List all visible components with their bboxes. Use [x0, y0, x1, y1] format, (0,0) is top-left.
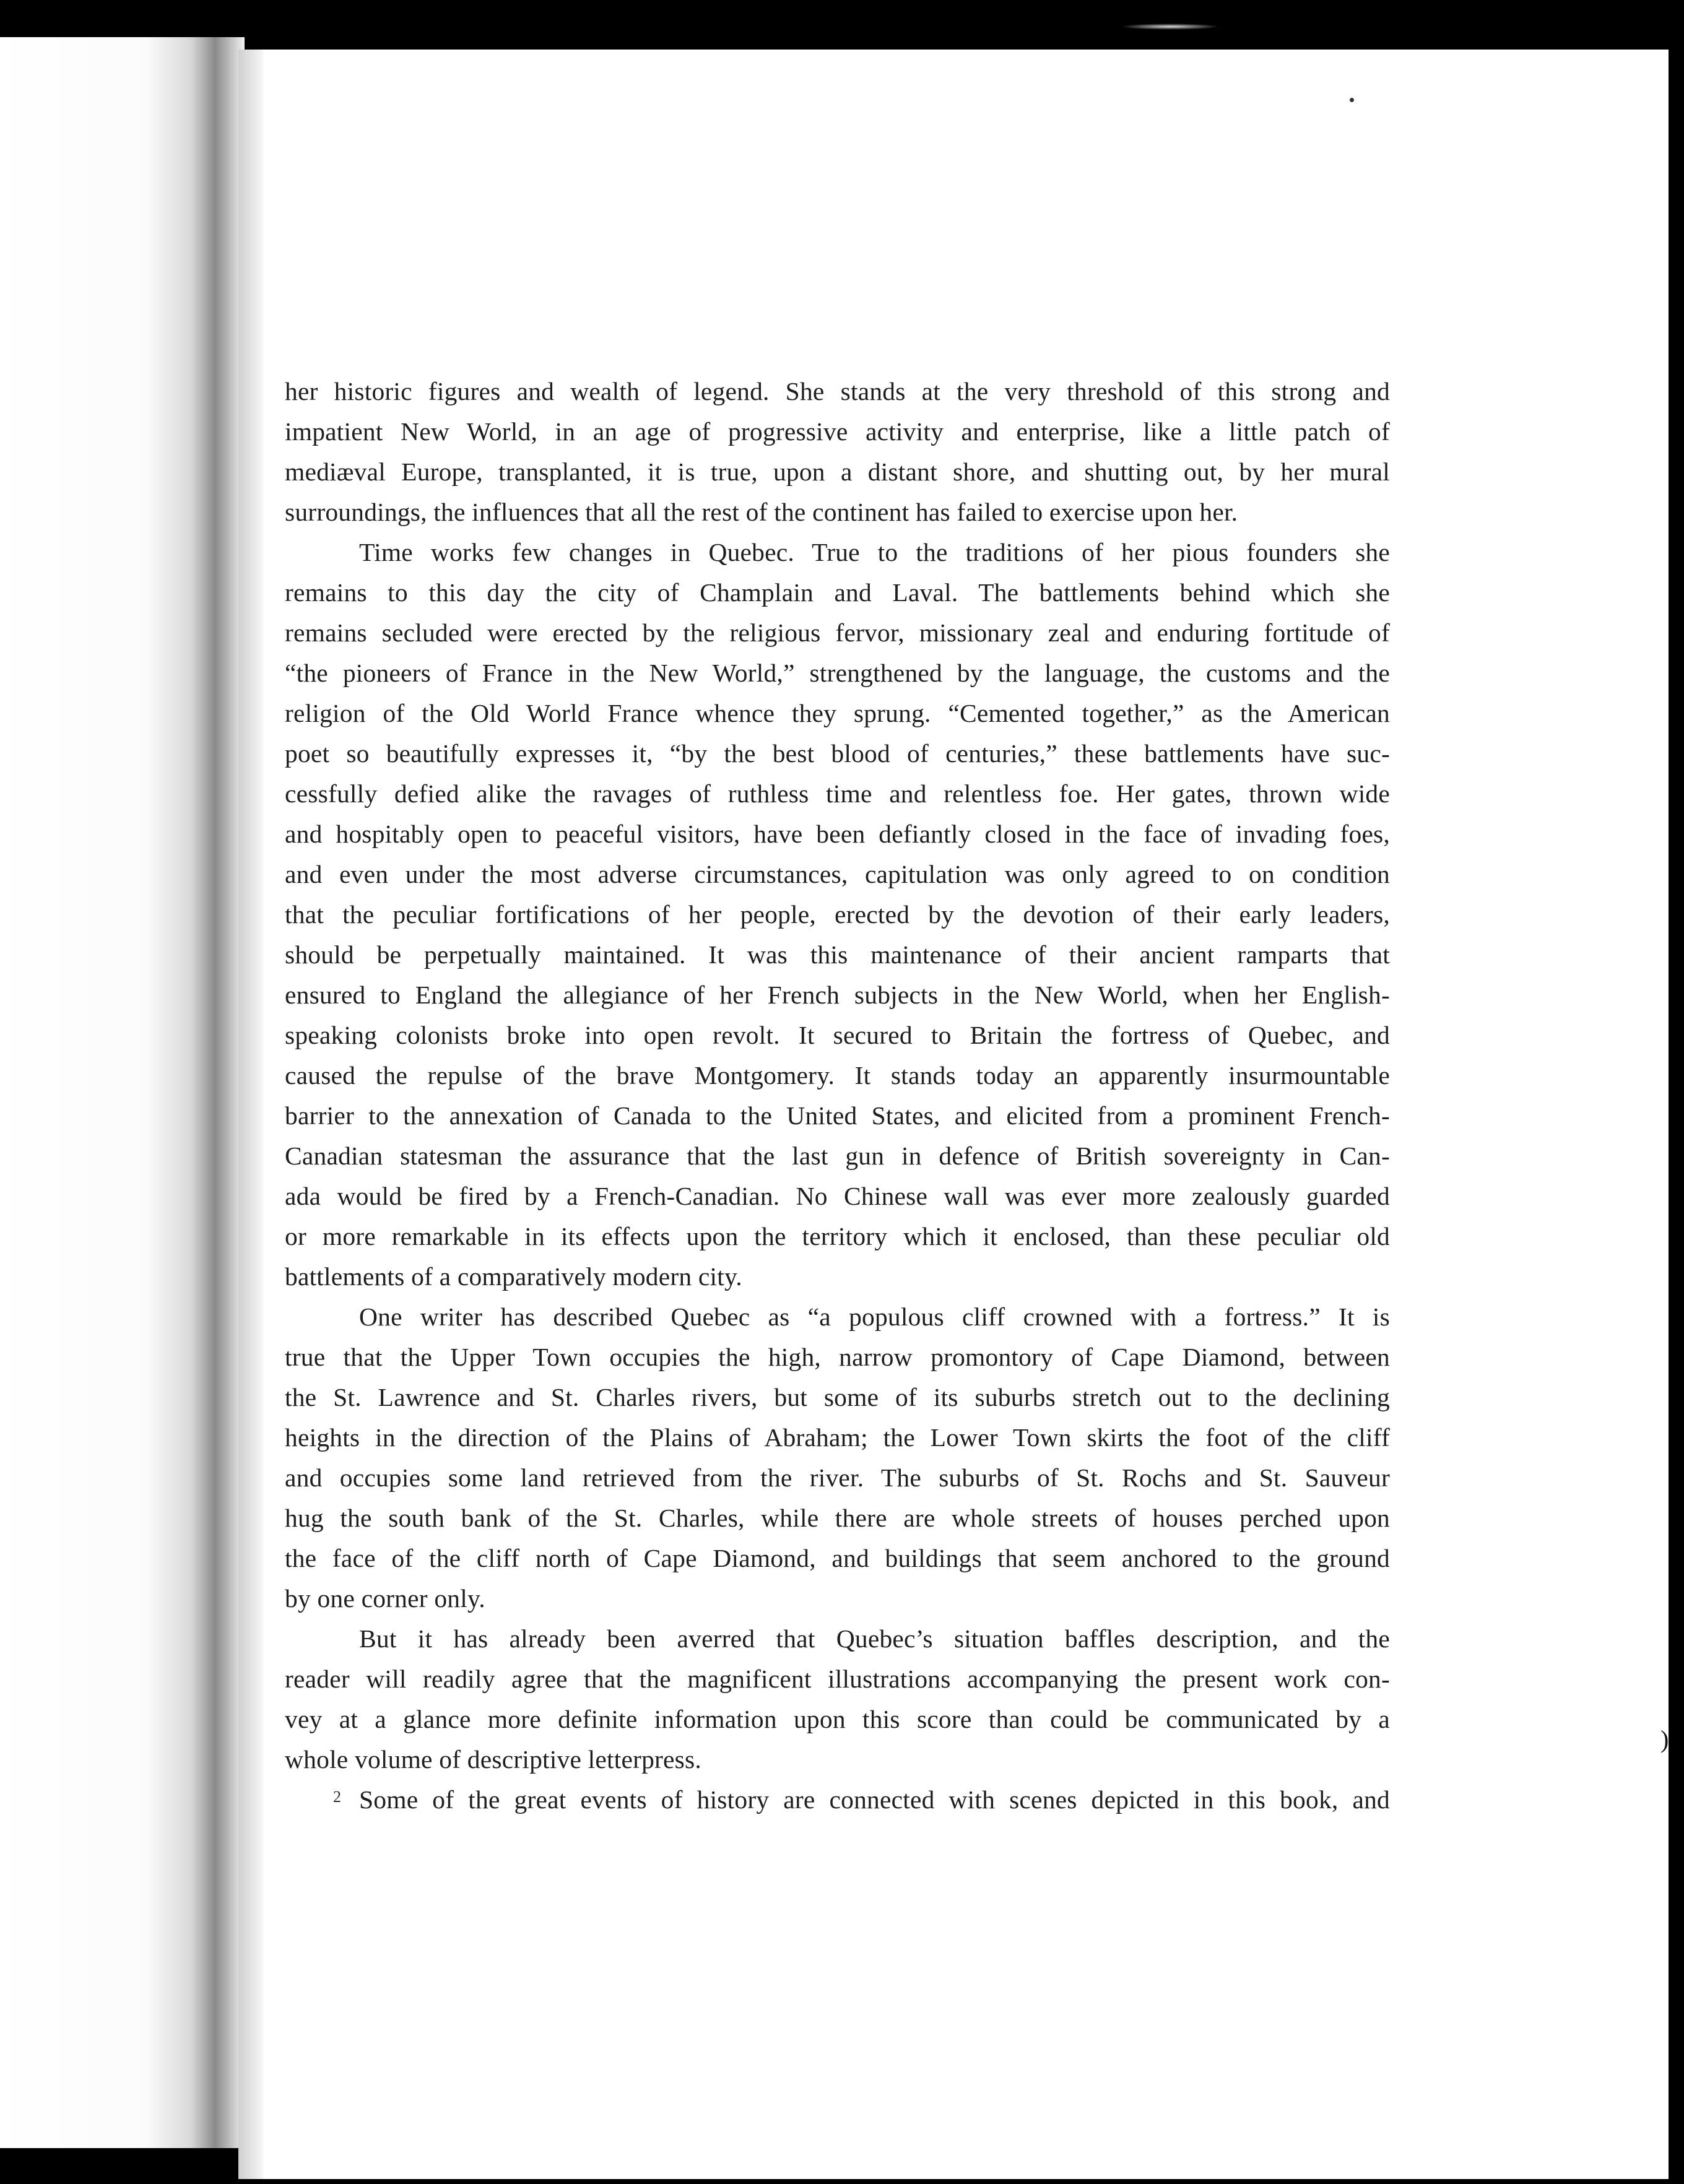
body-text [285, 371, 1390, 1820]
text-line: religion of the Old World France whence they sprung. “Cemented together,” as the American [285, 699, 1390, 727]
speck-mark [1350, 98, 1354, 102]
margin-mark: ) [1660, 1725, 1669, 1753]
text-line: the face of the cliff north of Cape Diamond, and buildings that seem anchored to the ground [285, 1544, 1390, 1572]
text-line: “the pioneers of France in the New World,” strengthened by the language, the customs and the [285, 659, 1390, 687]
text-line: cessfully defied alike the ravages of ruthless time and relentless foe. Her gates, thrown wide [285, 779, 1390, 808]
page-gutter-shadow [238, 50, 263, 2179]
text-line: But it has already been averred that Quebec’s situation baffles description, and the [359, 1624, 1390, 1653]
text-line: barrier to the annexation of Canada to the United States, and elicited from a prominent French- [285, 1101, 1390, 1130]
text-line: heights in the direction of the Plains of Abraham; the Lower Town skirts the foot of the cliff [285, 1423, 1390, 1452]
text-line: whole volume of descriptive letterpress. [285, 1745, 701, 1774]
text-line: remains to this day the city of Champlain and Laval. The battlements behind which she [285, 578, 1390, 607]
text-line: impatient New World, in an age of progressive activity and enterprise, like a little patch of [285, 417, 1390, 446]
text-line: her historic figures and wealth of legend. She stands at the very threshold of this strong and [285, 377, 1390, 405]
text-line: reader will readily agree that the magnificent illustrations accompanying the present work con- [285, 1665, 1390, 1693]
text-line: should be perpetually maintained. It was this maintenance of their ancient ramparts that [285, 940, 1390, 969]
text-line: One writer has described Quebec as “a populous cliff crowned with a fortress.” It is [359, 1302, 1390, 1331]
text-line: surroundings, the influences that all the rest of the continent has failed to exercise upon her. [285, 498, 1238, 526]
text-line: caused the repulse of the brave Montgomery. It stands today an apparently insurmountable [285, 1061, 1390, 1090]
text-line: Canadian statesman the assurance that the last gun in defence of British sovereignty in Can- [285, 1142, 1390, 1170]
text-line: and even under the most adverse circumstances, capitulation was only agreed to on condition [285, 860, 1390, 888]
text-line: and hospitably open to peaceful visitors, have been defiantly closed in the face of invading foes, [285, 820, 1390, 848]
text-line: ada would be fired by a French-Canadian. No Chinese wall was ever more zealously guarded [285, 1182, 1390, 1210]
text-line: mediæval Europe, transplanted, it is true, upon a distant shore, and shutting out, by her mural [285, 457, 1390, 486]
text-line: the St. Lawrence and St. Charles rivers, but some of its suburbs stretch out to the declining [285, 1383, 1390, 1411]
text-line: Some of the great events of history are connected with scenes depicted in this book, and [359, 1785, 1390, 1814]
text-line: Time works few changes in Quebec. True to the traditions of her pious founders she [359, 538, 1390, 566]
page-number: 2 [333, 1788, 341, 1806]
text-line: speaking colonists broke into open revolt. It secured to Britain the fortress of Quebec, and [285, 1021, 1390, 1049]
text-line: true that the Upper Town occupies the high, narrow promontory of Cape Diamond, between [285, 1343, 1390, 1371]
scan-artifact [1121, 24, 1220, 30]
text-line: that the peculiar fortifications of her people, erected by the devotion of their early leaders, [285, 900, 1390, 929]
text-line: and occupies some land retrieved from the river. The suburbs of St. Rochs and St. Sauveur [285, 1463, 1390, 1492]
left-page-edge [0, 37, 245, 2148]
text-line: hug the south bank of the St. Charles, while there are whole streets of houses perched upon [285, 1504, 1390, 1532]
text-line: or more remarkable in its effects upon the territory which it enclosed, than these peculiar old [285, 1222, 1390, 1250]
text-line: ensured to England the allegiance of her French subjects in the New World, when her English- [285, 981, 1390, 1009]
text-line: by one corner only. [285, 1584, 485, 1613]
text-line: battlements of a comparatively modern city. [285, 1262, 742, 1291]
text-line: remains secluded were erected by the religious fervor, missionary zeal and enduring fortitude of [285, 618, 1390, 647]
text-line: poet so beautifully expresses it, “by the best blood of centuries,” these battlements have suc- [285, 739, 1390, 768]
text-line: vey at a glance more definite information upon this score than could be communicated by a [285, 1705, 1390, 1733]
